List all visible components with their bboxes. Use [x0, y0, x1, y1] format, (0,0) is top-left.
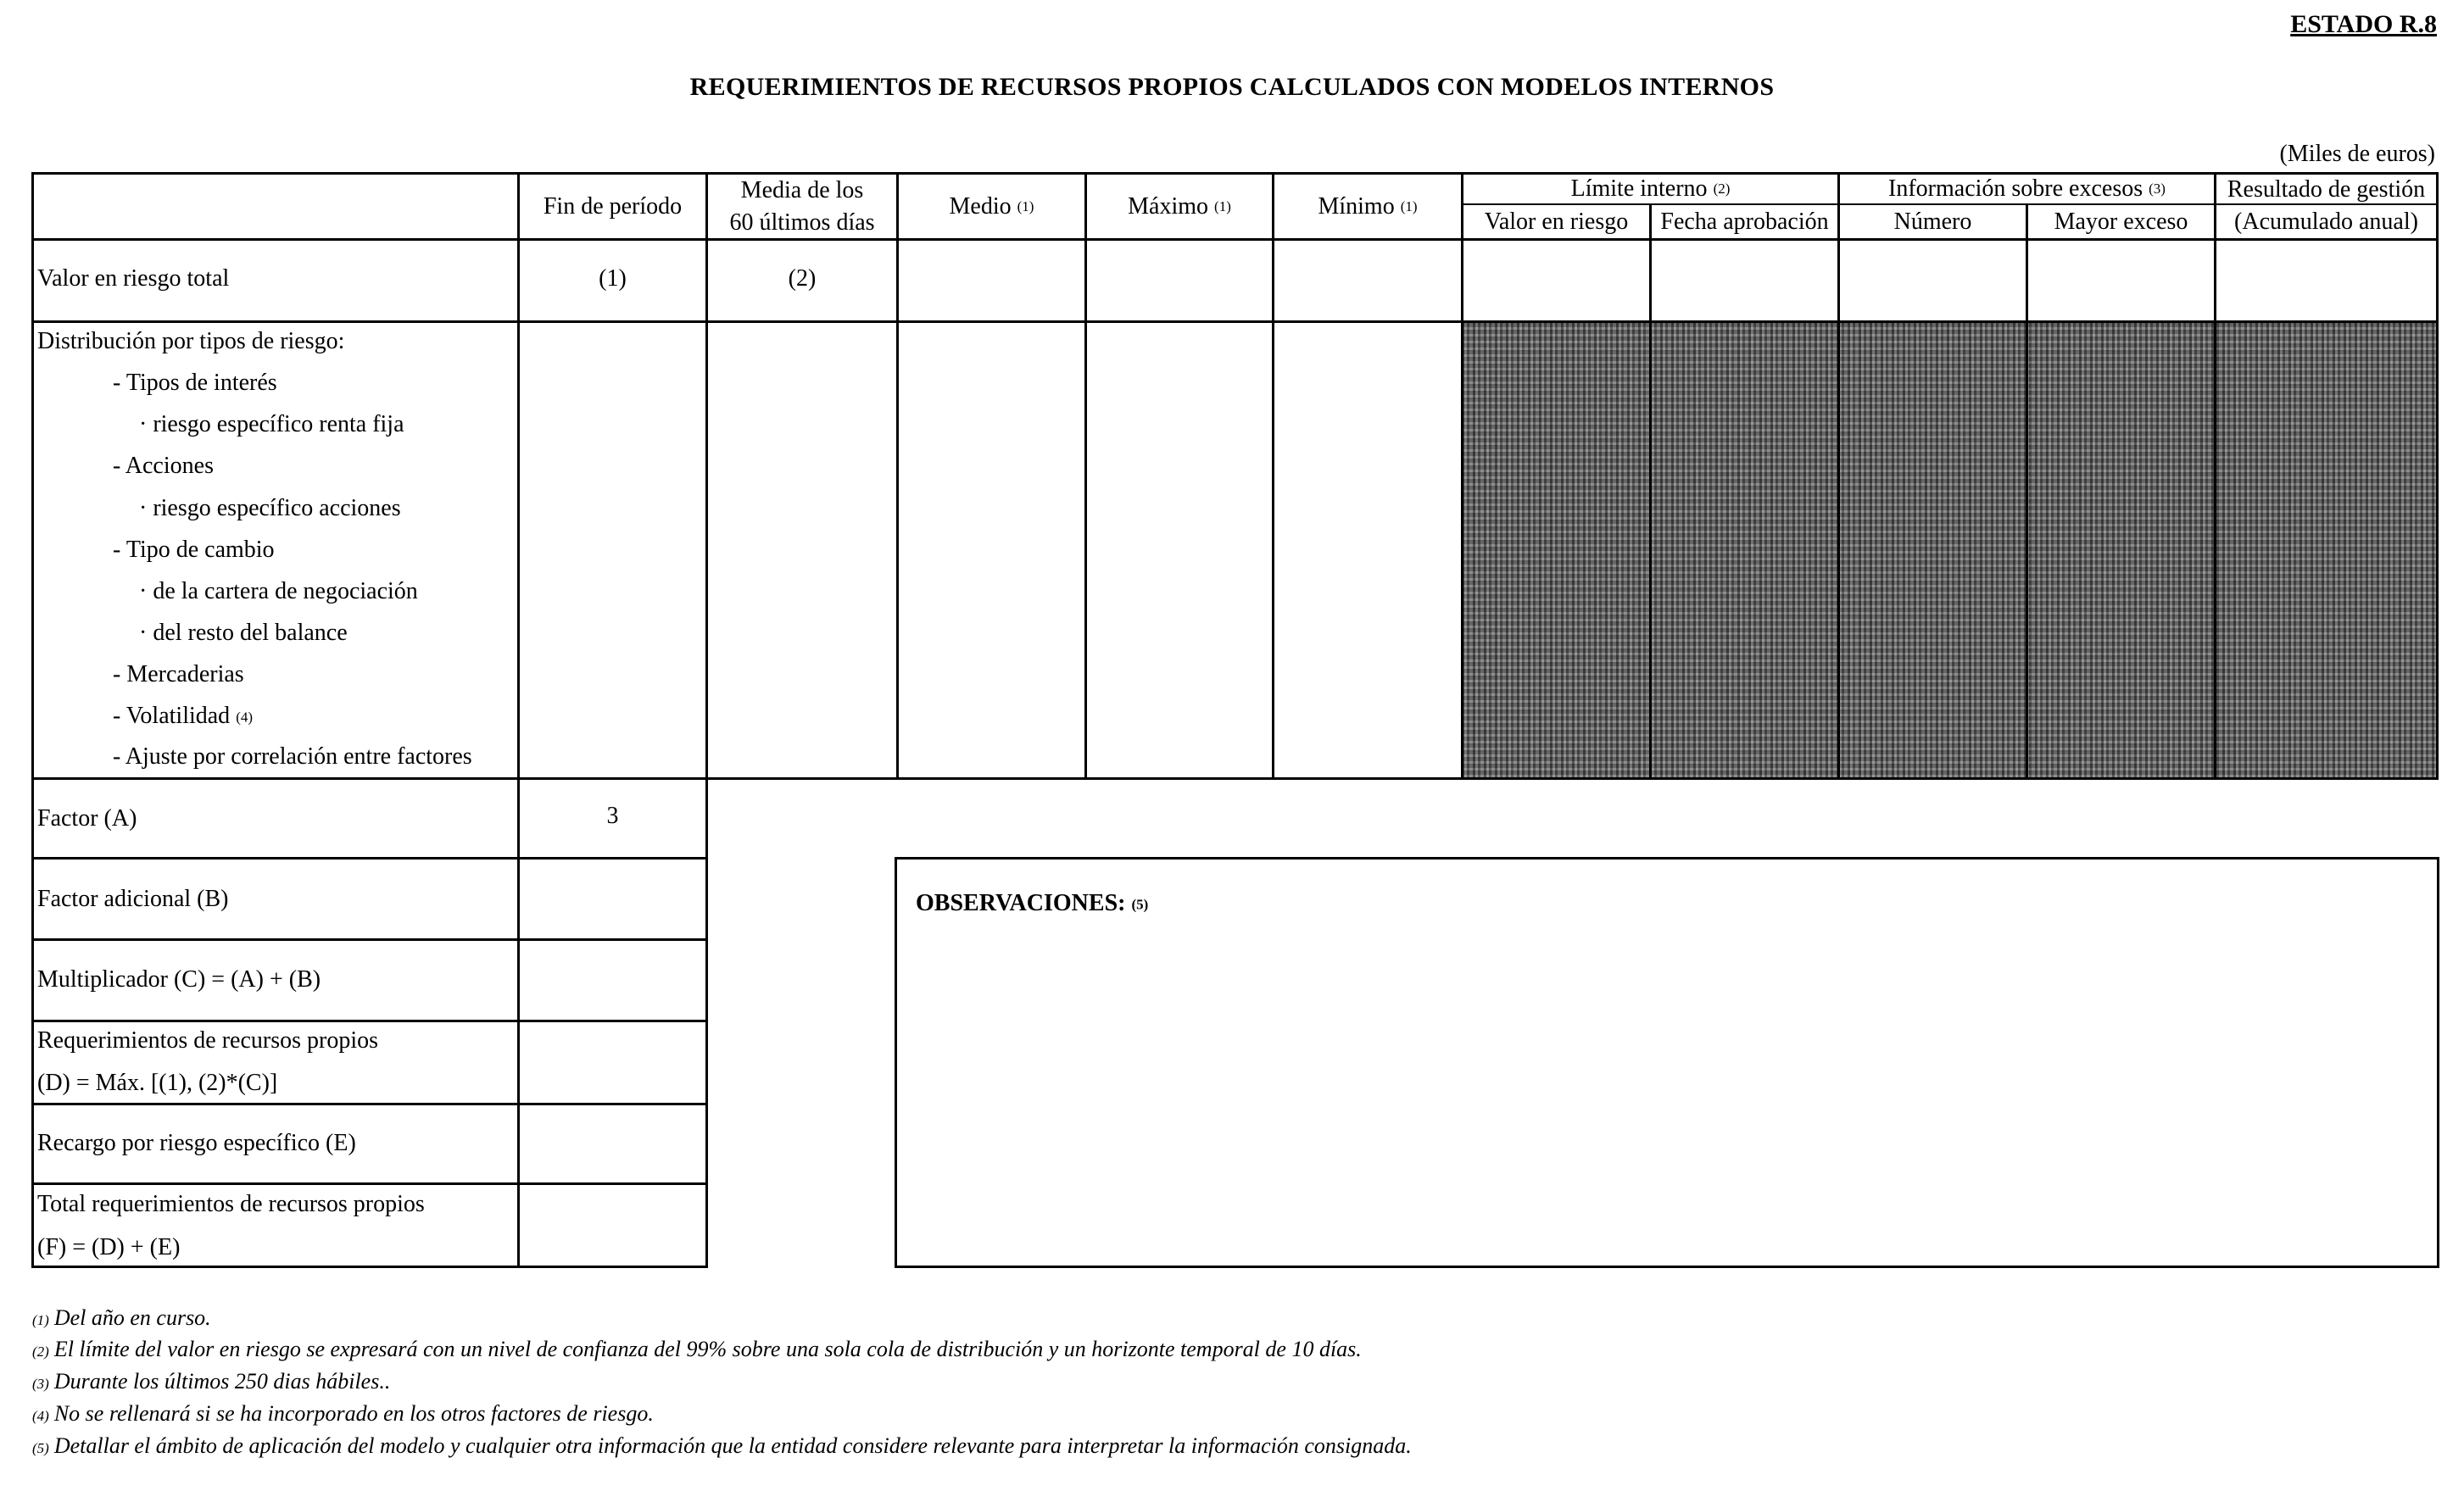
observaciones-label-text: OBSERVACIONES:: [916, 890, 1126, 916]
col-header-medio: [899, 175, 1084, 238]
row-label-total-1: Total requerimientos de recursos propios: [37, 1191, 425, 1217]
col-header-fin-periodo-text: Fin de período: [543, 192, 683, 220]
col-header-info-excesos-text: Información sobre excesos: [1888, 175, 2143, 202]
row-label-mercaderias: - Mercaderias: [113, 661, 244, 687]
cell-valor-riesgo-fin: (1): [599, 265, 627, 292]
col-header-fin-periodo: [520, 175, 705, 238]
footnote-number: (5): [32, 1440, 49, 1456]
row-label-ajuste-correlacion: - Ajuste por correlación entre factores: [113, 743, 472, 770]
col-header-minimo-text: Mínimo: [1318, 192, 1395, 220]
table-line: [2436, 172, 2439, 780]
row-label-acciones: - Acciones: [113, 453, 214, 479]
row-label-tipos-interes: - Tipos de interés: [113, 370, 277, 396]
table-line: [1272, 172, 1274, 780]
row-label-factor-a: Factor (A): [37, 805, 137, 832]
row-label-tipo-cambio: - Tipo de cambio: [113, 537, 275, 563]
table-line: [517, 172, 520, 1268]
col-header-numero-text: Número: [1893, 208, 1972, 235]
footnote-number: (3): [32, 1376, 49, 1392]
col-header-fecha-aprobacion-text: Fecha aprobación: [1660, 208, 1829, 235]
footnote-text: El límite del valor en riesgo se expresará con un nivel de confianza del 99% sobre una sola cola de distribución y un horizonte temporal de 10 días.: [53, 1337, 1362, 1361]
table-line: [1084, 172, 1087, 780]
table-line: [31, 320, 2439, 323]
footnote-text: No se rellenará si se ha incorporado en los otros factores de riesgo.: [53, 1401, 654, 1426]
col-header-media-line1: Media de los: [740, 176, 864, 203]
footnote-ref: (2): [1713, 180, 1731, 197]
footnote-ref: (1): [1400, 198, 1418, 214]
col-header-medio-text: Medio: [949, 192, 1012, 220]
table-line: [31, 777, 2439, 780]
col-header-media: [708, 175, 896, 238]
footnote-ref: (4): [236, 709, 254, 726]
footnote-number: (2): [32, 1344, 49, 1360]
col-header-numero: [1840, 205, 2026, 238]
col-header-limite-interno: [1463, 174, 1837, 203]
observaciones-label: [916, 890, 1148, 917]
table-line: [31, 857, 708, 860]
table-line: [31, 1103, 708, 1105]
footnote-text: Del año en curso.: [53, 1305, 211, 1330]
col-header-info-excesos: [1840, 174, 2214, 203]
footnote-3: [32, 1369, 390, 1394]
table-line: [1649, 203, 1652, 780]
observaciones-box[interactable]: [895, 857, 2439, 1268]
footnote-text: Durante los últimos 250 dias hábiles..: [53, 1369, 391, 1394]
footnote-number: (1): [32, 1312, 49, 1328]
footnote-text: Detallar el ámbito de aplicación del modelo y cualquier otra información que la entidad considere relevante para interpretar la información consignada.: [53, 1433, 1412, 1458]
estado-code: ESTADO R.8: [2290, 10, 2437, 38]
row-label-total-2: (F) = (D) + (E): [37, 1234, 181, 1260]
col-header-fecha-aprobacion: [1652, 205, 1837, 238]
cell-valor-riesgo-media: (2): [788, 265, 817, 292]
footnote-1: [32, 1305, 211, 1331]
table-line: [705, 172, 708, 1268]
footnote-ref: (5): [1131, 896, 1149, 913]
row-label-recargo: Recargo por riesgo específico (E): [37, 1130, 356, 1156]
page-title: REQUERIMIENTOS DE RECURSOS PROPIOS CALCULADOS CON MODELOS INTERNOS: [689, 73, 1775, 101]
row-label-factor-adicional: Factor adicional (B): [37, 886, 229, 912]
col-header-limite-interno-text: Límite interno: [1570, 175, 1708, 202]
table-line: [31, 938, 708, 941]
col-header-mayor-exceso: [2028, 205, 2214, 238]
table-line: [31, 1182, 708, 1185]
table-line: [1461, 172, 1463, 780]
table-line: [896, 172, 899, 780]
row-label-volatilidad-text: - Volatilidad: [113, 703, 231, 729]
units-label: (Miles de euros): [2279, 141, 2435, 167]
col-header-resultado-line1: Resultado de gestión: [2227, 176, 2426, 203]
row-label-cartera-negociacion: · de la cartera de negociación: [139, 578, 418, 604]
footnote-5: [32, 1433, 1412, 1459]
col-header-resultado-gestion: [2216, 174, 2436, 238]
table-line: [2026, 203, 2028, 780]
row-label-resto-balance: · del resto del balance: [139, 620, 348, 646]
col-header-resultado-line2: (Acumulado anual): [2234, 209, 2418, 235]
footnote-4: [32, 1401, 654, 1427]
row-label-requerimientos-2: (D) = Máx. [(1), (2)*(C)]: [37, 1070, 278, 1096]
table-line: [31, 1266, 708, 1268]
footnote-2: [32, 1337, 1362, 1362]
row-label-multiplicador: Multiplicador (C) = (A) + (B): [37, 966, 321, 993]
table-line: [1837, 172, 1840, 780]
row-label-volatilidad: [113, 703, 253, 730]
col-header-maximo: [1087, 175, 1272, 238]
table-line: [2214, 172, 2216, 780]
footnote-ref: (1): [1017, 198, 1034, 214]
shaded-area: [1462, 321, 2439, 779]
col-header-mayor-exceso-text: Mayor exceso: [2054, 208, 2188, 235]
row-label-distribucion: Distribución por tipos de riesgo:: [37, 328, 345, 354]
footnote-ref: (1): [1214, 198, 1231, 214]
col-header-minimo: [1274, 175, 1461, 238]
col-header-valor-en-riesgo-text: Valor en riesgo: [1484, 208, 1629, 235]
table-line: [31, 172, 34, 1268]
table-line: [31, 238, 2439, 241]
cell-factor-a-value: 3: [606, 803, 619, 829]
row-label-riesgo-acciones: · riesgo específico acciones: [139, 495, 401, 521]
col-header-maximo-text: Máximo: [1128, 192, 1209, 220]
col-header-valor-en-riesgo: [1463, 205, 1649, 238]
row-label-riesgo-renta-fija: · riesgo específico renta fija: [139, 411, 404, 437]
footnote-ref: (3): [2149, 180, 2166, 197]
row-label-valor-riesgo-total: Valor en riesgo total: [37, 265, 230, 292]
table-line: [31, 1020, 708, 1022]
col-header-media-line2: 60 últimos días: [729, 209, 875, 236]
row-label-requerimientos-1: Requerimientos de recursos propios: [37, 1027, 379, 1054]
footnote-number: (4): [32, 1408, 49, 1424]
